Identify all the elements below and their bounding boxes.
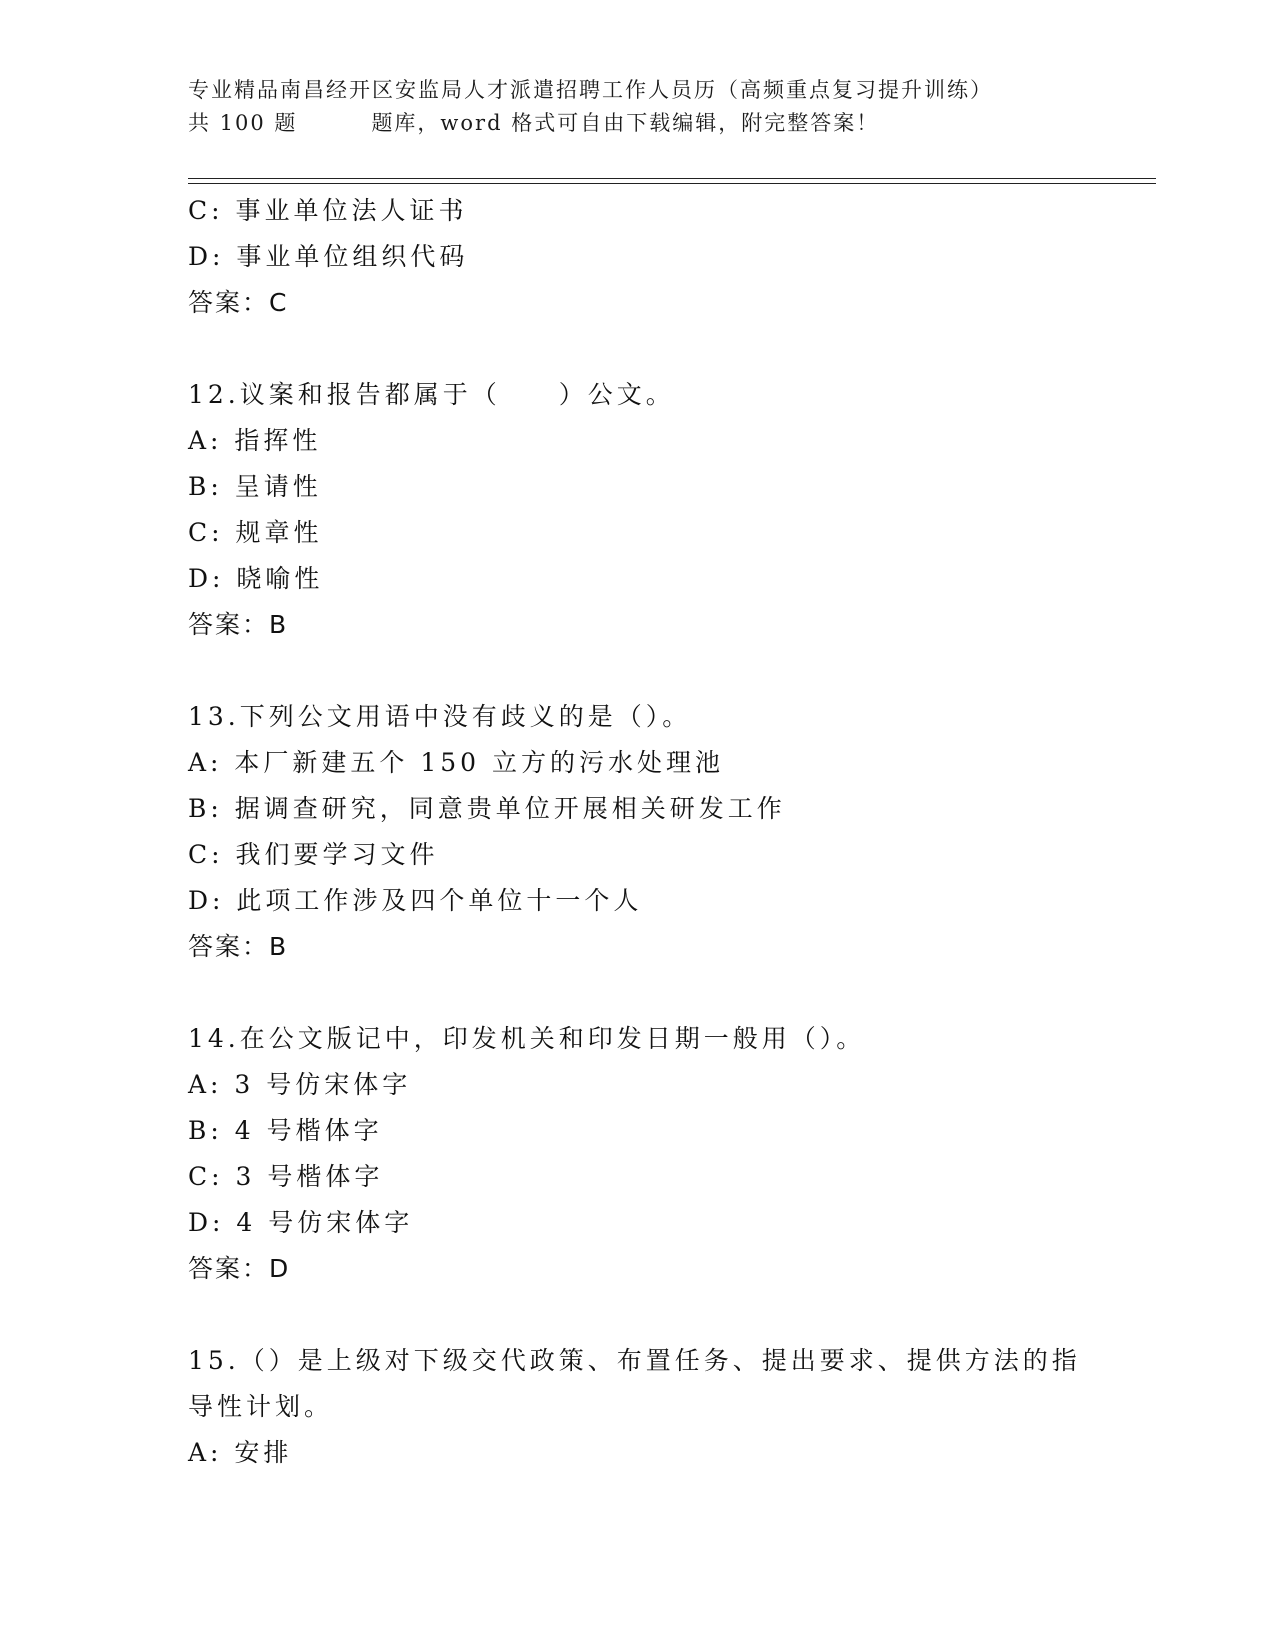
- option-d: D: 事业单位组织代码: [188, 242, 469, 271]
- answer-line: 答案：B: [188, 610, 289, 639]
- question-text-line-2: 导性计划。: [188, 1392, 334, 1421]
- header-description: 题库，word 格式可自由下载编辑，附完整答案！: [371, 111, 880, 135]
- option-d: D: 晓喻性: [188, 564, 324, 593]
- option-c: C: 规章性: [188, 518, 323, 547]
- header-divider-top: [188, 178, 1156, 179]
- option-b: B: 呈请性: [188, 472, 322, 501]
- option-a: A: 安排: [188, 1438, 293, 1467]
- header-title-line: 专业精品南昌经开区安监局人才派遣招聘工作人员历（高频重点复习提升训练）: [188, 78, 993, 102]
- question-15: [188, 1338, 1156, 1476]
- question-count: 共 100 题: [188, 111, 298, 135]
- question-13: [188, 694, 1156, 970]
- question-14: [188, 1016, 1156, 1292]
- option-c: C: 我们要学习文件: [188, 840, 439, 869]
- question-text: 14.在公文版记中，印发机关和印发日期一般用（）。: [188, 1024, 866, 1053]
- option-d: D: 此项工作涉及四个单位十一个人: [188, 886, 643, 915]
- option-b: B: 4 号楷体字: [188, 1116, 383, 1145]
- question-11-tail: [188, 188, 1156, 326]
- question-list: [188, 188, 1156, 1476]
- option-b: B: 据调查研究，同意贵单位开展相关研发工作: [188, 794, 786, 823]
- question-text-line-1: 15.（）是上级对下级交代政策、布置任务、提出要求、提供方法的指: [188, 1346, 1081, 1375]
- question-text: 12.议案和报告都属于（ ）公文。: [188, 380, 675, 409]
- option-a: A: 本厂新建五个 150 立方的污水处理池: [188, 748, 725, 777]
- question-12: [188, 372, 1156, 648]
- answer-line: 答案：C: [188, 288, 289, 317]
- option-a: A: 3 号仿宋体字: [188, 1070, 412, 1099]
- document-header: [188, 74, 1088, 140]
- option-c: C: 3 号楷体字: [188, 1162, 384, 1191]
- answer-line: 答案：B: [188, 932, 289, 961]
- option-a: A: 指挥性: [188, 426, 322, 455]
- option-d: D: 4 号仿宋体字: [188, 1208, 414, 1237]
- question-text: 13.下列公文用语中没有歧义的是（）。: [188, 702, 692, 731]
- option-c: C: 事业单位法人证书: [188, 196, 468, 225]
- answer-line: 答案：D: [188, 1254, 291, 1283]
- header-subtitle-line: [188, 107, 1088, 140]
- header-divider-bottom: [188, 183, 1156, 184]
